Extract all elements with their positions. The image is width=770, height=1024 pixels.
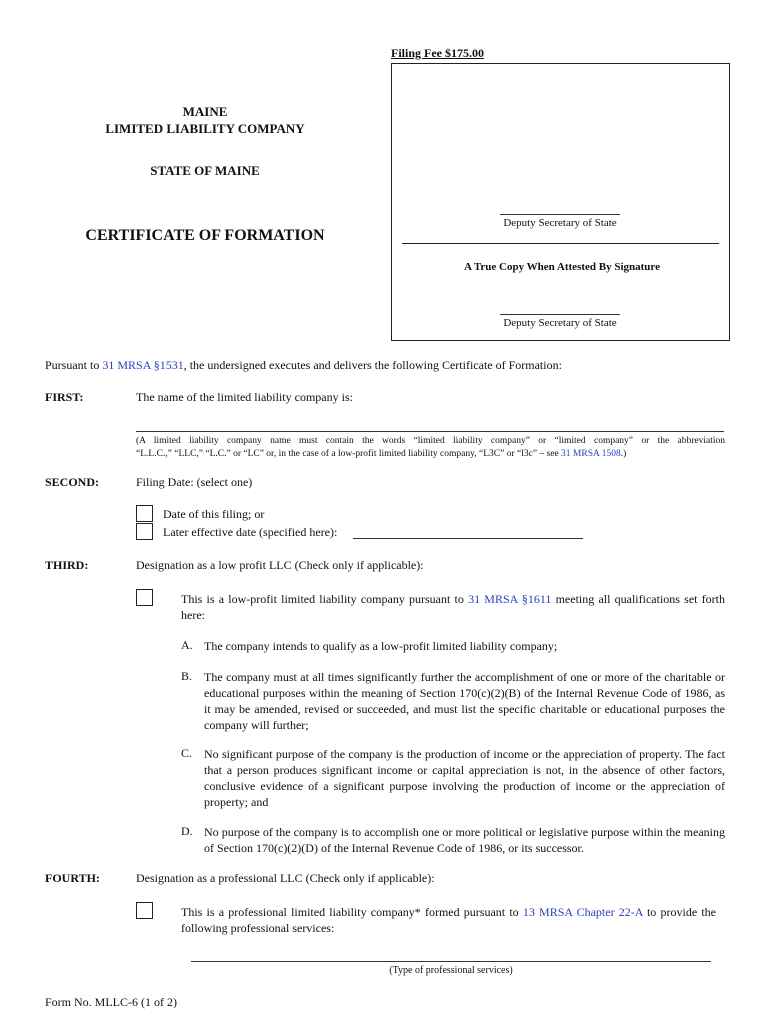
statute-link-1531[interactable]: 31 MRSA §1531 <box>102 358 184 372</box>
professional-suffix: to provide the following professional services: <box>181 905 717 935</box>
professional-llc-checkbox[interactable] <box>136 902 153 919</box>
true-copy-note: A True Copy When Attested By Signature <box>464 261 660 273</box>
fourth-label: FOURTH: <box>45 871 100 885</box>
state-heading-line2: LIMITED LIABILITY COMPANY <box>105 121 305 136</box>
statute-link-22a[interactable]: 13 MRSA Chapter 22-A <box>522 905 643 919</box>
statute-link-1611[interactable]: 31 MRSA §1611 <box>468 592 552 606</box>
deputy-label-2: Deputy Secretary of State <box>503 317 617 329</box>
third-label: THIRD: <box>45 558 89 572</box>
item-c-text: No significant purpose of the company is the production of income or the appreciation of property. The fact that a person produces significant income or capital appreciation is not, in the absence of other factors, conclusive evidence of a significant purpose involving the production of income or the appreciation of property; and <box>204 747 725 809</box>
fourth-prompt: Designation as a professional LLC (Check only if applicable): <box>136 871 435 885</box>
statute-link-1508[interactable]: 31 MRSA 1508 <box>561 449 621 459</box>
deputy-signature-line-1 <box>500 214 620 215</box>
item-c-letter: C. <box>181 746 193 760</box>
state-heading-line3: STATE OF MAINE <box>150 163 260 178</box>
professional-paragraph <box>181 904 716 936</box>
page-title: CERTIFICATE OF FORMATION <box>85 227 325 244</box>
intro-prefix: Pursuant to <box>45 358 103 372</box>
note-line2-suffix: .) <box>620 449 627 459</box>
option-date-of-filing: Date of this filing; or <box>163 507 265 521</box>
item-d-letter: D. <box>181 824 193 838</box>
filing-stamp-box <box>391 63 730 341</box>
company-name-line[interactable] <box>136 431 724 432</box>
intro-statement <box>45 358 735 373</box>
first-label: FIRST: <box>45 390 84 404</box>
first-prompt: The name of the limited liability company is: <box>136 390 353 404</box>
name-requirement-note-line2 <box>136 448 725 461</box>
later-date-input-line[interactable] <box>353 538 583 539</box>
item-d-text: No purpose of the company is to accomplish one or more political or legislative purpose within the meaning of Section 170(c)(2)(D) of the Internal Revenue Code of 1986, or its successor. <box>204 825 725 855</box>
later-date-checkbox[interactable] <box>136 523 153 540</box>
professional-services-caption: (Type of professional services) <box>389 965 513 976</box>
intro-suffix: , the undersigned executes and delivers the following Certificate of Formation: <box>183 358 562 372</box>
low-profit-prefix: This is a low-profit limited liability company pursuant to <box>181 592 469 606</box>
item-b-letter: B. <box>181 669 193 683</box>
filing-date-checkbox[interactable] <box>136 505 153 522</box>
attest-divider <box>402 243 719 244</box>
item-a-letter: A. <box>181 638 193 652</box>
form-number: Form No. MLLC-6 (1 of 2) <box>45 995 177 1009</box>
note-line2-prefix: “L.L.C.,” “LLC,” “L.C.” or “LC” or, in the case of a low-profit limited liability company, “L3C” or “l3c” – see <box>136 449 562 459</box>
professional-prefix: This is a professional limited liability company* formed pursuant to <box>181 905 523 919</box>
deputy-signature-line-2 <box>500 314 620 315</box>
low-profit-suffix: meeting all qualifications set forth here: <box>181 592 726 622</box>
third-prompt: Designation as a low profit LLC (Check only if applicable): <box>136 558 424 572</box>
deputy-label-1: Deputy Secretary of State <box>503 217 617 229</box>
second-prompt: Filing Date: (select one) <box>136 475 253 489</box>
professional-services-line[interactable] <box>191 961 711 962</box>
item-b-text: The company must at all times significantly further the accomplishment of one or more of the charitable or educational purposes within the meaning of Section 170(c)(2)(B) of the Internal Revenue Code of 1986, as it may be amended, revised or succeeded, and must list the specific charitable or educational purposes the company will further; <box>204 670 725 732</box>
filing-fee: Filing Fee $175.00 <box>391 46 484 60</box>
low-profit-checkbox[interactable] <box>136 589 153 606</box>
state-heading-line1: MAINE <box>182 104 228 119</box>
low-profit-paragraph <box>181 591 725 623</box>
option-later-date: Later effective date (specified here): <box>163 525 338 539</box>
item-a-text: The company intends to qualify as a low-profit limited liability company; <box>204 639 558 653</box>
name-requirement-note: (A limited liability company name must contain the words “limited liability company” or “limited company” or the abbreviation <box>136 436 725 446</box>
second-label: SECOND: <box>45 475 100 489</box>
